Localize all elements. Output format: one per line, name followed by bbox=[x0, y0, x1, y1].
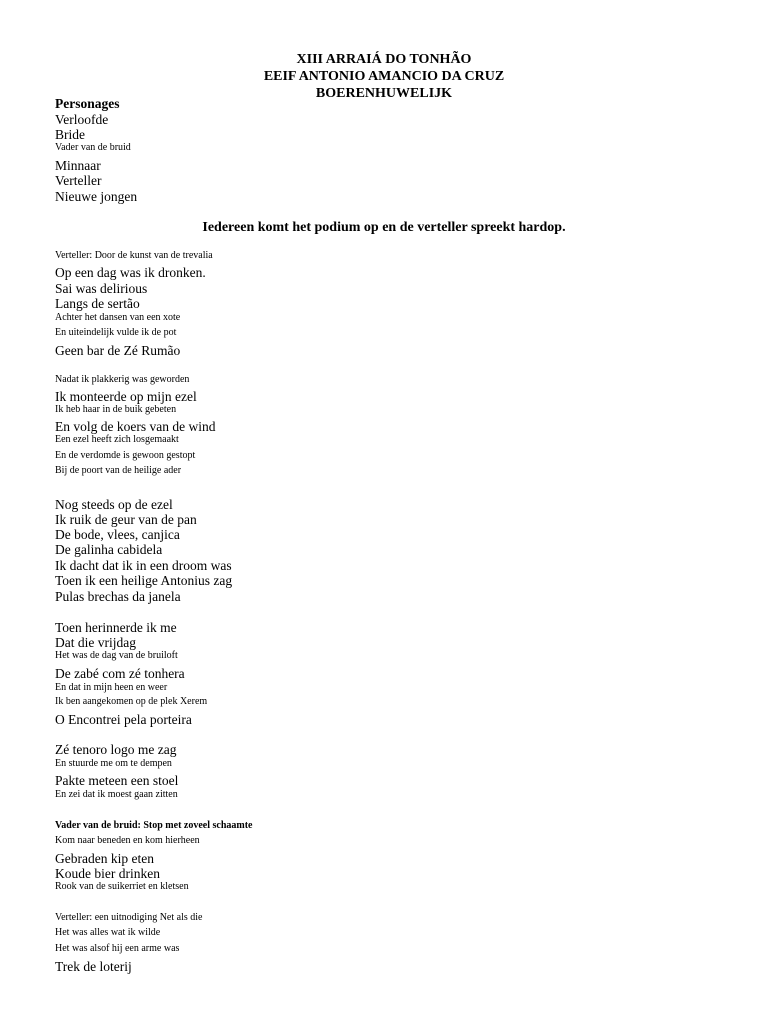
verse-line: Ik ben aangekomen op de plek Xerem bbox=[55, 696, 208, 707]
verse-line: Koude bier drinken bbox=[55, 866, 160, 881]
verse-line: Pakte meteen een stoel bbox=[55, 773, 179, 788]
verse-line: Pulas brechas da janela bbox=[55, 589, 181, 604]
character-item: Verloofde bbox=[55, 112, 109, 127]
verse-line: Ik monteerde op mijn ezel bbox=[55, 389, 197, 404]
character-item: Minnaar bbox=[55, 158, 101, 173]
verse-line: En de verdomde is gewoon gestopt bbox=[55, 450, 196, 461]
verse-line: Nadat ik plakkerig was geworden bbox=[55, 374, 190, 385]
verse-line: Sai was delirious bbox=[55, 281, 148, 296]
verse-line: De zabé com zé tonhera bbox=[55, 666, 185, 681]
verse-line: De bode, vlees, canjica bbox=[55, 527, 180, 542]
verse-line: En stuurde me om te dempen bbox=[55, 758, 172, 769]
verse-line: De galinha cabidela bbox=[55, 542, 163, 557]
verse-line: Verteller: Door de kunst van de trevalia bbox=[55, 250, 213, 261]
verse-line: En zei dat ik moest gaan zitten bbox=[55, 789, 178, 800]
character-item: Verteller bbox=[55, 173, 102, 188]
verse-line: Een ezel heeft zich losgemaakt bbox=[55, 434, 179, 445]
verse-line: Trek de loterij bbox=[55, 959, 132, 974]
title-line-3: BOERENHUWELIJK bbox=[315, 86, 453, 101]
verse-line: En dat in mijn heen en weer bbox=[55, 682, 168, 693]
verse-line: Verteller: een uitnodiging Net als die bbox=[55, 912, 203, 923]
verse-line: En uiteindelijk vulde ik de pot bbox=[55, 327, 177, 338]
verse-line: Toen ik een heilige Antonius zag bbox=[55, 573, 233, 588]
verse-line: Op een dag was ik dronken. bbox=[55, 265, 206, 280]
characters-heading: Personages bbox=[55, 96, 120, 111]
verse-line: Ik heb haar in de buik gebeten bbox=[55, 404, 177, 415]
verse-line: Het was alsof hij een arme was bbox=[55, 943, 180, 954]
verse-line: Dat die vrijdag bbox=[55, 635, 136, 650]
verse-line: Kom naar beneden en kom hierheen bbox=[55, 835, 200, 846]
verse-line: Geen bar de Zé Rumão bbox=[55, 343, 181, 358]
verse-line: Nog steeds op de ezel bbox=[55, 497, 173, 512]
verse-line: En volg de koers van de wind bbox=[55, 419, 216, 434]
verse-line: Langs de sertão bbox=[55, 296, 140, 311]
verse-line: Ik dacht dat ik in een droom was bbox=[55, 558, 232, 573]
verse-line: Rook van de suikerriet en kletsen bbox=[55, 881, 189, 892]
verse-line: Ik ruik de geur van de pan bbox=[55, 512, 197, 527]
title-line-1: XIII ARRAIÁ DO TONHÃO bbox=[296, 52, 472, 67]
verse-line: Het was alles wat ik wilde bbox=[55, 927, 161, 938]
verse-line: Vader van de bruid: Stop met zoveel schaamte bbox=[55, 820, 253, 831]
verse-line: Achter het dansen van een xote bbox=[55, 312, 181, 323]
character-item: Bride bbox=[55, 127, 85, 142]
character-item: Vader van de bruid bbox=[55, 142, 131, 153]
title-block bbox=[0, 51, 768, 102]
verse-line: Gebraden kip eten bbox=[55, 851, 154, 866]
title-line-2: EEIF ANTONIO AMANCIO DA CRUZ bbox=[263, 69, 505, 84]
verse-line: O Encontrei pela porteira bbox=[55, 712, 192, 727]
verse-line: Het was de dag van de bruiloft bbox=[55, 650, 178, 661]
character-item: Nieuwe jongen bbox=[55, 189, 138, 204]
verse-line: Toen herinnerde ik me bbox=[55, 620, 177, 635]
verse-line: Bij de poort van de heilige ader bbox=[55, 465, 182, 476]
verse-line: Zé tenoro logo me zag bbox=[55, 742, 177, 757]
stage-direction: Iedereen komt het podium op en de verteller spreekt hardop. bbox=[202, 220, 566, 235]
